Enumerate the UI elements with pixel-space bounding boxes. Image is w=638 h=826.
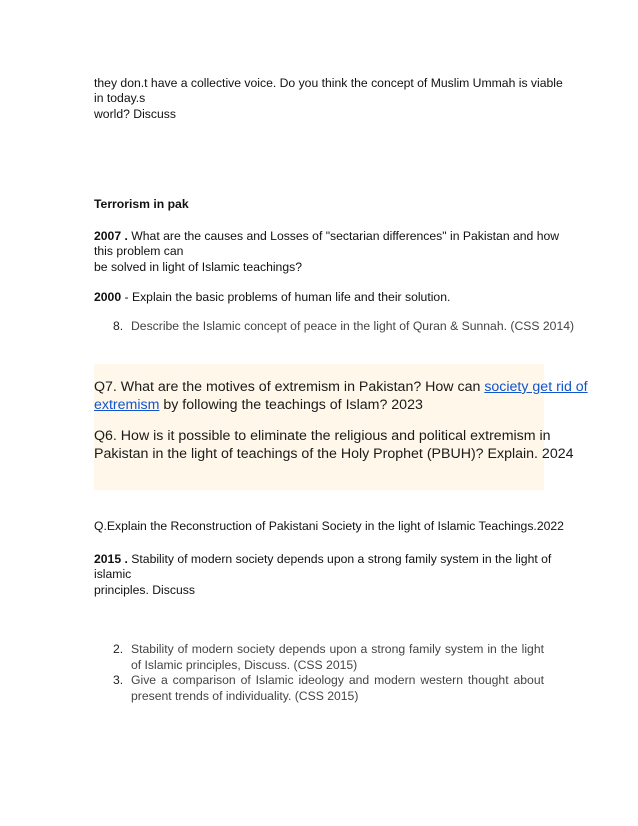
society-extremism-link[interactable]: society get rid of	[484, 379, 588, 395]
question-2015-text: Stability of modern society depends upon a strong family system in the light of	[127, 552, 552, 566]
society-extremism-link-continued[interactable]: extremism	[94, 397, 160, 413]
question-q7-text: Q7. What are the motives of extremism in Pakistan? How can	[94, 379, 485, 395]
question-q6-line-1: Q6. How is it possible to eliminate the religious and political extremism in	[94, 428, 551, 444]
question-reconstruction: Q.Explain the Reconstruction of Pakistani Society in the light of Islamic Teachings.2022	[94, 519, 564, 533]
question-2000	[94, 290, 450, 306]
intro-line-1: they don.t have a collective voice. Do you think the concept of Muslim Ummah is viable	[94, 76, 563, 90]
question-2007-line-2: this problem can	[94, 244, 184, 258]
list-item-8-number: 8.	[113, 319, 124, 333]
question-2015-line-1	[94, 552, 551, 568]
question-2015-year: 2015 .	[94, 552, 128, 566]
list-item-8-text: Describe the Islamic concept of peace in the light of Quran & Sunnah. (CSS 2014)	[131, 319, 575, 333]
question-2000-text: - Explain the basic problems of human life and their solution.	[121, 290, 451, 304]
question-q7-line-1	[94, 378, 588, 397]
question-q6-line-2: Pakistan in the light of teachings of the Holy Prophet (PBUH)? Explain. 2024	[94, 446, 574, 462]
section-heading: Terrorism in pak	[94, 197, 189, 211]
question-2007-line-3: be solved in light of Islamic teachings?	[94, 260, 302, 274]
list-item-3-text: Give a comparison of Islamic ideology and modern western thought about present trends of individuality. (CSS 2015)	[131, 673, 544, 703]
list-item-3-number: 3.	[113, 673, 124, 687]
intro-line-2: in today.s	[94, 91, 146, 105]
question-2007-year: 2007 .	[94, 229, 128, 243]
intro-line-3: world? Discuss	[94, 107, 176, 121]
question-2007-text: What are the causes and Losses of "sectarian differences" in Pakistan and how	[127, 229, 560, 243]
question-q7-line-2	[94, 396, 423, 415]
list-item-2-number: 2.	[113, 642, 124, 656]
question-q7-text-end: by following the teachings of Islam? 2023	[159, 397, 423, 413]
question-2007-line-1	[94, 229, 559, 245]
list-item-2-text: Stability of modern society depends upon a strong family system in the light of Islamic principles, Discuss. (CSS 2015)	[131, 642, 544, 672]
question-2015-line-3: principles. Discuss	[94, 583, 195, 597]
question-2000-year: 2000	[94, 290, 122, 304]
question-2015-line-2: islamic	[94, 567, 132, 581]
